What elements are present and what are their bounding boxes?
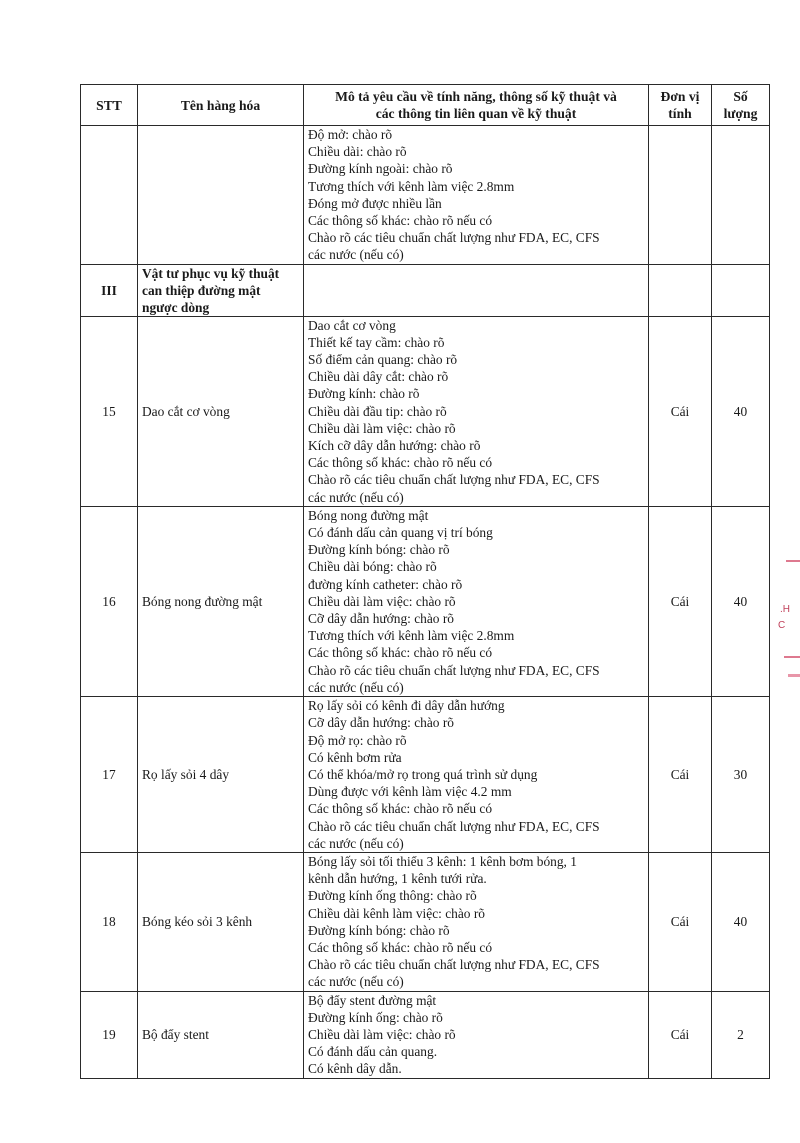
header-desc (304, 85, 649, 126)
row-quantity: 40 (712, 316, 770, 506)
description-line: Chiều dài làm việc: chào rõ (308, 593, 456, 609)
description-line: Chào rõ các tiêu chuẩn chất lượng như FDA, EC, CFS (308, 818, 600, 834)
description-line: Chào rõ các tiêu chuẩn chất lượng như FDA, EC, CFS (308, 662, 600, 678)
description-line: Bóng nong đường mật (308, 507, 429, 523)
row-stt: 16 (81, 506, 138, 696)
row-quantity (712, 264, 770, 316)
description-line: Bóng lấy sỏi tối thiểu 3 kênh: 1 kênh bơm bóng, 1 (308, 853, 577, 869)
row-unit (649, 126, 712, 265)
description-line: Chiều dài làm việc: chào rõ (308, 420, 456, 436)
row-stt: 17 (81, 697, 138, 853)
header-unit (649, 85, 712, 126)
header-desc-line: Mô tả yêu cầu về tính năng, thông số kỹ thuật và (335, 89, 617, 104)
description-line: Độ mở rọ: chào rõ (308, 732, 407, 748)
table-row (81, 126, 770, 265)
row-name: Dao cắt cơ vòng (138, 316, 304, 506)
description-line: Kích cỡ dây dẫn hướng: chào rõ (308, 438, 481, 454)
stamp-line (784, 656, 800, 658)
description-line: Chiều dài kênh làm việc: chào rõ (308, 905, 485, 921)
row-stt: 19 (81, 991, 138, 1078)
stamp-line (786, 560, 800, 562)
row-description (304, 126, 649, 265)
description-line: Tương thích với kênh làm việc 2.8mm (308, 178, 515, 194)
stamp-line (788, 674, 800, 677)
row-description (304, 264, 649, 316)
description-line: các nước (nếu có) (308, 489, 404, 505)
row-unit (649, 264, 712, 316)
table-header-row (81, 85, 770, 126)
section-title (138, 264, 304, 316)
description-line: Chiều dài làm việc: chào rõ (308, 1026, 456, 1042)
description-line: Rọ lấy sỏi có kênh đi dây dẫn hướng (308, 698, 505, 714)
description-line: các nước (nếu có) (308, 679, 404, 695)
description-line: Đường kính bóng: chào rõ (308, 922, 450, 938)
row-stt: 18 (81, 852, 138, 991)
header-qty-line: Số (733, 89, 748, 104)
description-line: Có đánh dấu cản quang vị trí bóng (308, 525, 493, 541)
description-line: Đường kính bóng: chào rõ (308, 542, 450, 558)
row-quantity: 40 (712, 852, 770, 991)
description-line: Chào rõ các tiêu chuẩn chất lượng như FDA, EC, CFS (308, 230, 600, 246)
stamp-text: C (778, 620, 786, 631)
description-line: Chiều dài: chào rõ (308, 144, 407, 160)
description-line: Đường kính ống thông: chào rõ (308, 888, 477, 904)
row-quantity: 40 (712, 506, 770, 696)
row-name: Bóng kéo sỏi 3 kênh (138, 852, 304, 991)
row-name: Rọ lấy sỏi 4 dây (138, 697, 304, 853)
description-line: Chiều dài đầu tip: chào rõ (308, 403, 447, 419)
specification-table (80, 84, 770, 1079)
row-description (304, 991, 649, 1078)
section-number: III (81, 264, 138, 316)
description-line: Các thông số khác: chào rõ nếu có (308, 645, 493, 661)
description-line: Chiều dài bóng: chào rõ (308, 559, 437, 575)
row-quantity: 2 (712, 991, 770, 1078)
description-line: các nước (nếu có) (308, 247, 404, 263)
row-stt (81, 126, 138, 265)
row-unit: Cái (649, 991, 712, 1078)
description-line: Các thông số khác: chào rõ nếu có (308, 213, 493, 229)
row-quantity: 30 (712, 697, 770, 853)
description-line: Thiết kế tay cầm: chào rõ (308, 334, 445, 350)
row-description (304, 697, 649, 853)
description-line: Các thông số khác: chào rõ nếu có (308, 939, 493, 955)
row-unit: Cái (649, 852, 712, 991)
header-unit-line: tính (668, 106, 692, 121)
section-title-line: can thiệp đường mật (142, 282, 261, 298)
header-qty (712, 85, 770, 126)
description-line: Cỡ dây dẫn hướng: chào rõ (308, 611, 454, 627)
description-line: Chào rõ các tiêu chuẩn chất lượng như FDA, EC, CFS (308, 472, 600, 488)
header-unit-line: Đơn vị (660, 89, 700, 104)
row-description (304, 506, 649, 696)
description-line: Chào rõ các tiêu chuẩn chất lượng như FDA, EC, CFS (308, 957, 600, 973)
description-line: Các thông số khác: chào rõ nếu có (308, 455, 493, 471)
header-name: Tên hàng hóa (138, 85, 304, 126)
description-line: Có kênh bơm rửa (308, 749, 402, 765)
row-name: Bộ đẩy stent (138, 991, 304, 1078)
table-row (81, 316, 770, 506)
section-row (81, 264, 770, 316)
row-unit: Cái (649, 697, 712, 853)
row-description (304, 316, 649, 506)
partial-stamp (772, 548, 800, 688)
description-line: Có đánh dấu cản quang. (308, 1044, 438, 1060)
row-name (138, 126, 304, 265)
section-title-line: ngược dòng (142, 299, 210, 315)
row-name: Bóng nong đường mật (138, 506, 304, 696)
row-stt: 15 (81, 316, 138, 506)
row-description (304, 852, 649, 991)
table-row (81, 852, 770, 991)
row-unit: Cái (649, 316, 712, 506)
header-desc-line: các thông tin liên quan về kỹ thuật (375, 106, 577, 121)
section-title-line: Vật tư phục vụ kỹ thuật (142, 265, 280, 281)
row-unit: Cái (649, 506, 712, 696)
header-stt: STT (81, 85, 138, 126)
description-line: Đường kính: chào rõ (308, 386, 420, 402)
header-qty-line: lượng (723, 106, 758, 121)
stamp-text: .H (780, 604, 790, 615)
description-line: các nước (nếu có) (308, 974, 404, 990)
description-line: kênh dẫn hướng, 1 kênh tưới rửa. (308, 871, 487, 887)
description-line: Có thể khóa/mở rọ trong quá trình sử dụng (308, 766, 538, 782)
description-line: các nước (nếu có) (308, 835, 404, 851)
description-line: Tương thích với kênh làm việc 2.8mm (308, 628, 515, 644)
description-line: đường kính catheter: chào rõ (308, 576, 463, 592)
description-line: Có kênh dây dẫn. (308, 1061, 402, 1077)
description-line: Dao cắt cơ vòng (308, 317, 396, 333)
description-line: Dùng được với kênh làm việc 4.2 mm (308, 784, 512, 800)
description-line: Đóng mở được nhiều lần (308, 195, 442, 211)
description-line: Cỡ dây dẫn hướng: chào rõ (308, 715, 454, 731)
description-line: Bộ đẩy stent đường mật (308, 992, 437, 1008)
description-line: Các thông số khác: chào rõ nếu có (308, 801, 493, 817)
description-line: Đường kính ống: chào rõ (308, 1009, 443, 1025)
row-quantity (712, 126, 770, 265)
description-line: Độ mở: chào rõ (308, 127, 393, 142)
table-row (81, 991, 770, 1078)
table-row (81, 506, 770, 696)
description-line: Chiều dài dây cắt: chào rõ (308, 369, 449, 385)
table-row (81, 697, 770, 853)
description-line: Đường kính ngoài: chào rõ (308, 161, 453, 177)
description-line: Số điểm cản quang: chào rõ (308, 352, 458, 368)
